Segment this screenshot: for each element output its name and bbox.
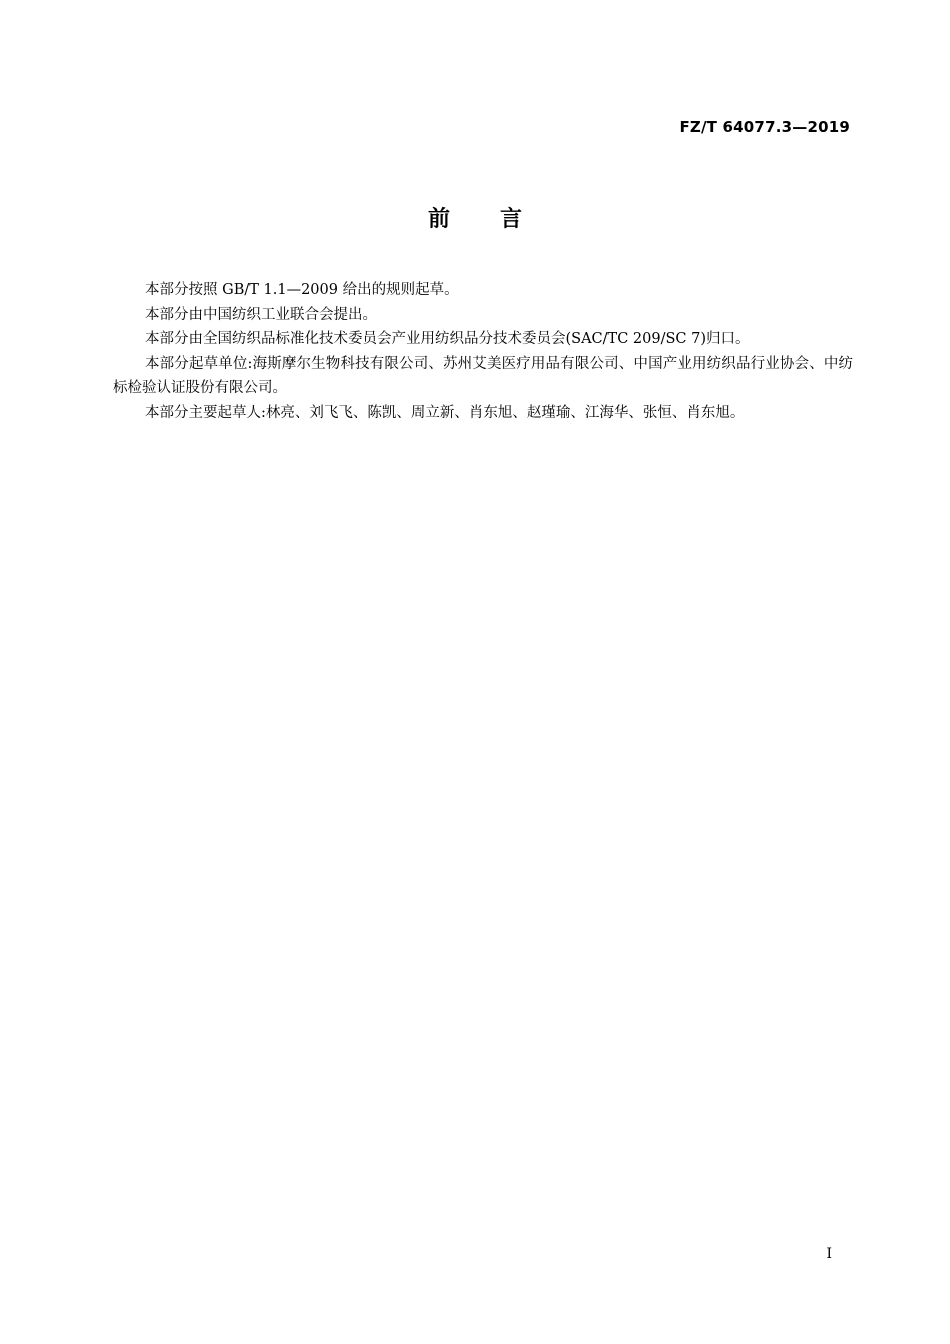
- standard-code: FZ/T 64077.3—2019: [679, 118, 850, 136]
- paragraph-main-drafters: 本部分主要起草人:林亮、刘飞飞、陈凯、周立新、肖东旭、赵瑾瑜、江海华、张恒、肖东旭。: [145, 404, 745, 421]
- page-title: 前言: [427, 207, 572, 232]
- paragraph-drafting-units: 本部分起草单位:海斯摩尔生物科技有限公司、苏州艾美医疗用品有限公司、中国产业用纺织品行业协会、中纺标检验认证股份有限公司。: [113, 355, 853, 396]
- paragraph-drafting-rules: 本部分按照 GB/T 1.1—2009 给出的规则起草。: [145, 282, 459, 298]
- paragraph-proposer: 本部分由中国纺织工业联合会提出。: [145, 306, 377, 323]
- paragraph-centralized-by: 本部分由全国纺织品标准化技术委员会产业用纺织品分技术委员会(SAC/TC 209/SC 7)归口。: [145, 331, 750, 347]
- page-number: I: [826, 1246, 832, 1262]
- foreword-body: [113, 278, 853, 425]
